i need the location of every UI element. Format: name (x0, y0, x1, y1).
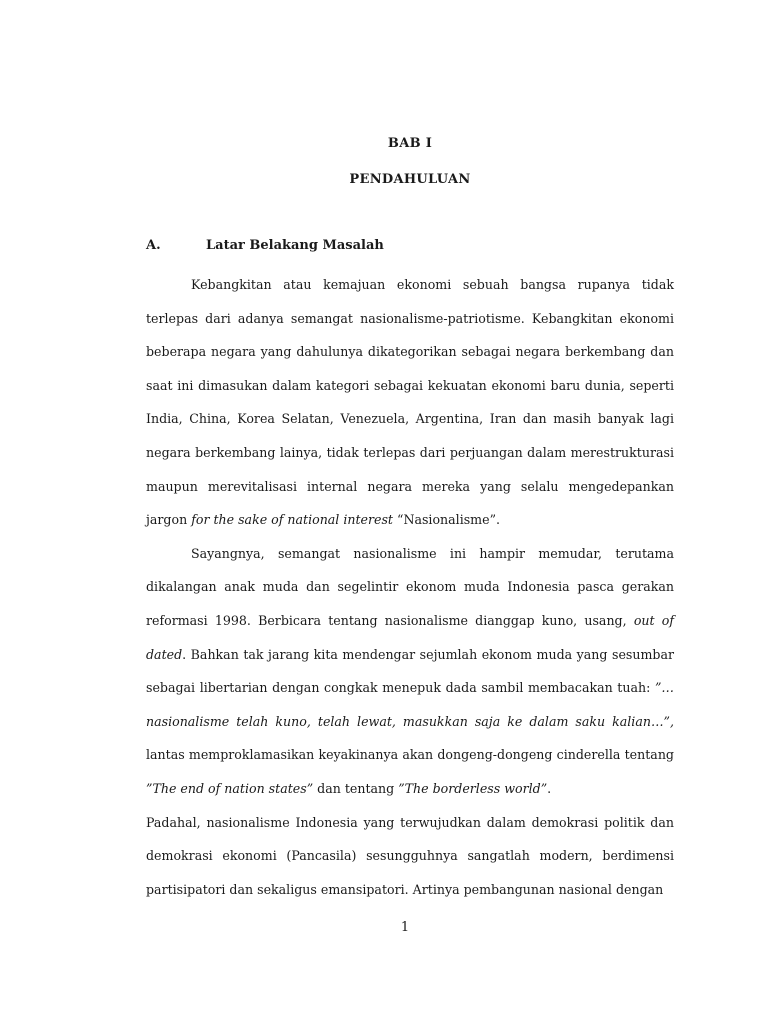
paragraph-text: Kebangkitan atau kemajuan ekonomi sebuah bangsa rupanya tidak terlepas dari adanya semangat nasionalisme-patriotisme. Kebangkitan ekonomi beberapa negara yang dahulunya dikategorikan sebagai negara berkembang dan saat ini dimasukan dalam kategori sebagai kekuatan ekonomi baru dunia, seperti India, China, Korea Selatan, Venezuela, Argentina, Iran dan masih banyak lagi negara berkembang lainya, tidak terlepas dari perjuangan dalam merestrukturasi maupun merevitalisasi internal negara mereka yang selalu mengedepankan jargon (146, 277, 674, 528)
paragraph-3 (146, 806, 674, 907)
italic-quote: ”The end of nation states” (146, 780, 314, 796)
body-text (146, 268, 674, 906)
italic-phrase: out of dated (146, 612, 674, 662)
paragraph-2 (146, 537, 674, 806)
section-title: Latar Belakang Masalah (206, 238, 384, 253)
section-heading (146, 238, 384, 253)
paragraph-text: Sayangnya, semangat nasionalisme ini hampir memudar, terutama dikalangan anak muda dan segelintir ekonom muda Indonesia pasca gerakan reformasi 1998. Berbicara tentang nasionalisme dianggap kuno, usang, (146, 545, 674, 628)
chapter-title: PENDAHULUAN (349, 172, 471, 187)
paragraph-text: . (547, 780, 552, 796)
chapter-number: BAB I (387, 136, 433, 151)
italic-quote: ”…nasionalisme telah kuno, telah lewat, masukkan saja ke dalam saku kalian…”, (146, 680, 674, 729)
paragraph-text: “Nasionalisme”. (393, 512, 501, 528)
page-number: 1 (400, 920, 410, 935)
paragraph-text: lantas memproklamasikan keyakinanya akan dongeng-dongeng cinderella tentang (146, 747, 674, 763)
paragraph-text: . Bahkan tak jarang kita mendengar sejumlah ekonom muda yang sesumbar sebagai libertarian dengan congkak menepuk dada sambil membacakan tuah: (146, 646, 674, 696)
paragraph-text: Padahal, nasionalisme Indonesia yang terwujudkan dalam demokrasi politik dan demokrasi ekonomi (Pancasila) sesungguhnya sangatlah modern, berdimensi partisipatori dan sekaligus emansipatori. Artinya pembangunan nasional dengan (146, 814, 674, 897)
italic-quote: ”The borderless world” (398, 780, 548, 796)
paragraph-1 (146, 268, 674, 537)
paragraph-text: dan tentang (313, 780, 399, 796)
section-number: A. (146, 238, 161, 253)
italic-phrase: for the sake of national interest (191, 512, 393, 528)
